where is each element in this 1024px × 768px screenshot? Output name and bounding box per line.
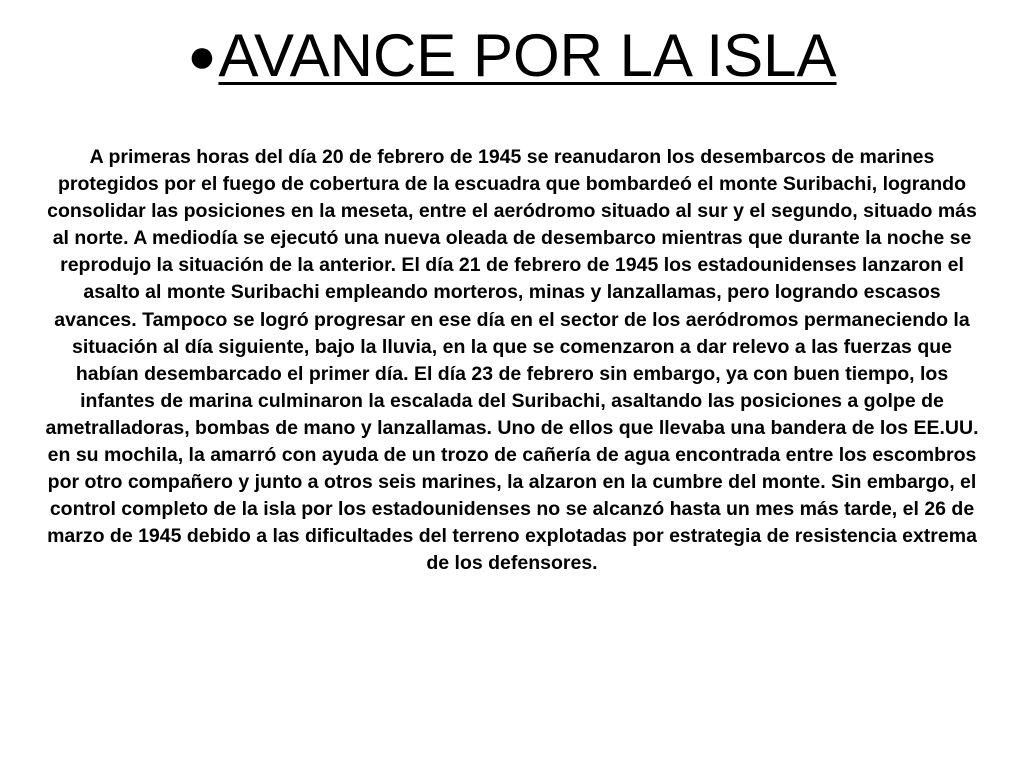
slide-body-text: A primeras horas del día 20 de febrero de 1945 se reanudaron los desembarcos de marines protegidos por el fuego de cobertura de la escuadra que bombardeó el monte Suribachi, logrando consolidar las posiciones en la meseta, entre el aeródromo situado al sur y el segundo, situado más al norte. A mediodía se ejecutó una nueva oleada de desembarco mientras que durante la noche se reprodujo la situación de la anterior. El día 21 de febrero de 1945 los estadounidenses lanzaron el asalto al monte Suribachi empleando morteros, minas y lanzallamas, pero logrando escasos avances. Tampoco se logró progresar en ese día en el sector de los aeródromos permaneciendo la situación al día siguiente, bajo la lluvia, en la que se comenzaron a dar relevo a las fuerzas que habían desembarcado el primer día. El día 23 de febrero sin embargo, ya con buen tiempo, los infantes de marina culminaron la escalada del Suribachi, asaltando las posiciones a golpe de ametralladoras, bombas de mano y lanzallamas. Uno de ellos que llevaba una bandera de los EE.UU. en su mochila, la amarró con ayuda de un trozo de cañería de agua encontrada entre los escombros por otro compañero y junto a otros seis marines, la alzaron en la cumbre del monte. Sin embargo, el control completo de la isla por los estadounidenses no se alcanzó hasta un mes más tarde, el 26 de marzo de 1945 debido a las dificultades del terreno explotadas por estrategia de resistencia extrema de los defensores. <box>45 146 979 575</box>
slide-title <box>0 18 1024 95</box>
bullet-icon: ● <box>187 30 217 83</box>
slide-title-text: AVANCE POR LA ISLA <box>218 22 837 89</box>
